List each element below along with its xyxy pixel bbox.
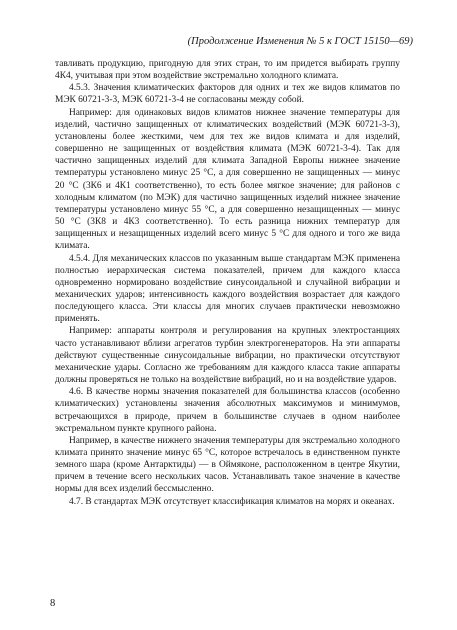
paragraph-continuation: тавливать продукцию, пригодную для этих стран, то им придется выбирать группу 4К4, учитывая при этом воздействие экстремально холодного климата. xyxy=(55,59,400,82)
running-header: (Продолжение Изменения № 5 к ГОСТ 15150—69) xyxy=(187,36,413,47)
paragraph-example-temperatures: Например: для одинаковых видов климатов нижнее значение температуры для изделий, частично защищенных от климатических воздействий (МЭК 60721-3-3), установлены более жесткими, чем для тех же видов климата и для изделий, совершенно не защищенных от воздействия климата (МЭК 60721-3-4). Так для частично защищенных изделий для климата Западной Европы нижнее значение температуры установлено минус 25 °С, а для совершенно не защищенных — минус 20 °С (3К6 и 4К1 соответственно), то есть более мягкое значение; для районов с холодным климатом (по МЭК) для частично защищенных изделий нижнее значение температуры установлено минус 55 °С, а для совершенно незащищенных — минус 50 °С (3К8 и 4К3 соответственно). То есть разница нижних температур для защищенных и незащищенных изделий всего минус 5 °С для одного и того же вида климата. xyxy=(55,107,400,252)
page-number: 8 xyxy=(50,598,56,609)
paragraph-4-5-3: 4.5.3. Значения климатических факторов для одних и тех же видов климатов по МЭК 60721-3-3, МЭК 60721-3-4 не согласованы между собой. xyxy=(55,83,400,106)
paragraph-4-7: 4.7. В стандартах МЭК отсутствует классификация климатов на морях и океанах. xyxy=(69,496,395,507)
paragraph-4-6: 4.6. В качестве нормы значения показателей для большинства классов (особенно климатических) установлены значения абсолютных максимумов и минимумов, встречающихся в природе, причем в большинстве случаев в одном наиболее экстремальном пункте крупного района. xyxy=(55,387,400,434)
paragraph-example-power-stations: Например: аппараты контроля и регулирования на крупных электростанциях часто устанавливают вблизи агрегатов турбин электрогенераторов. На эти аппараты действуют существенные синусоидальные вибрации, но практически отсутствуют механические удары. Согласно же требованиям для каждого класса такие аппараты должны проверяться не только на воздействие вибраций, но и на воздействие ударов. xyxy=(55,326,400,386)
paragraph-4-5-4: 4.5.4. Для механических классов по указанным выше стандартам МЭК применена полностью иерархическая система показателей, причем для каждого класса одновременно нормировано воздействие синусоидальной и случайной вибрации и механических ударов; интенсивность каждого воздействия возрастает для каждого последующего класса. Эти классы для многих случаев практически невозможно применять. xyxy=(55,253,400,325)
body-text xyxy=(55,58,400,508)
paragraph-example-oymyakon: Например, в качестве нижнего значения температуры для экстремально холодного климата принято значение минус 65 °С, которое встречалось в единственном пункте земного шара (кроме Антарктиды) — в Оймяконе, расположенном в центре Якутии, причем в течение всего нескольких часов. Устанавливать такое значение в качестве нормы для всех изделий бессмысленно. xyxy=(55,435,400,495)
